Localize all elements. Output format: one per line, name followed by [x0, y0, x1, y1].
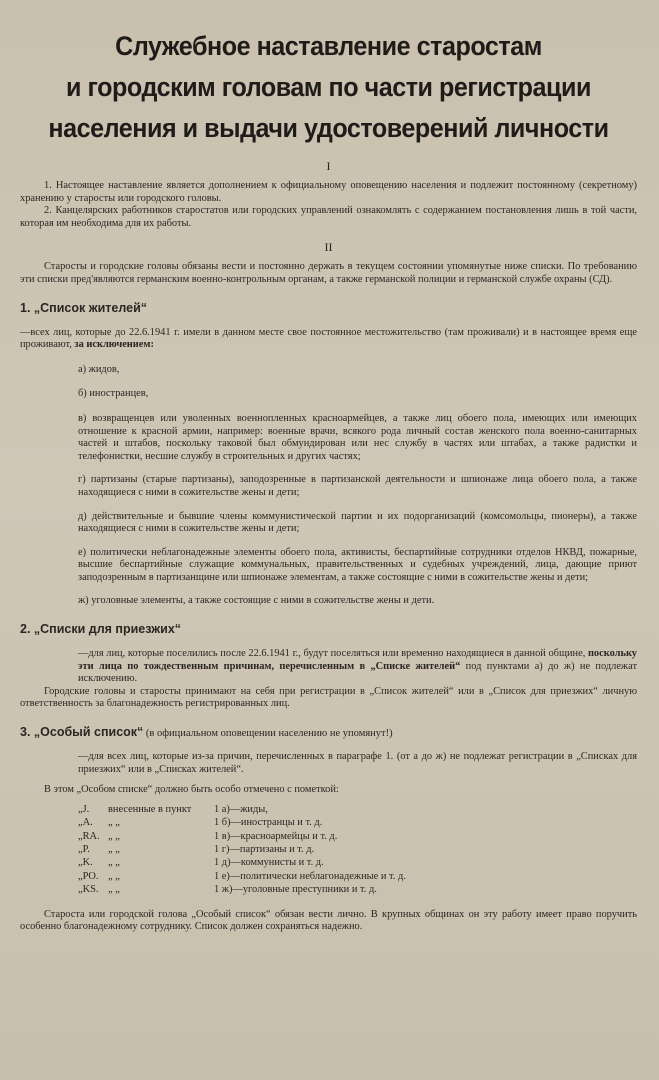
mark-row — [78, 883, 637, 896]
mark-code: „RA. — [78, 830, 100, 842]
list-item: г) партизаны (старые партизаны), заподозренные в партизанской деятельности и шпионаже лица обоего пола, а также находящиеся с ними в сожительстве жены и дети; — [78, 474, 637, 498]
mark-ref: 1 ж)—уголовные преступники и т. д. — [214, 884, 377, 896]
mark-row — [78, 816, 637, 829]
part-2-numeral: II — [324, 240, 333, 255]
mark-ref: 1 в)—красноармейцы и т. д. — [214, 830, 338, 842]
mark-ref: 1 а)—жиды, — [214, 803, 268, 815]
list-item: б) иностранцев, — [78, 388, 149, 400]
section-3-heading — [20, 725, 637, 739]
section-3-heading-note: (в официальном оповещении населению не упомянут!) — [143, 728, 393, 740]
mark-row — [78, 843, 637, 856]
title-line-3: населения и выдачи удостоверений личности — [48, 113, 609, 143]
section-3-paragraph-2: В этом „Особом списке“ должно быть особо отмечено с пометкой: — [44, 784, 339, 796]
section-3-paragraph-3: Староста или городской голова „Особый список“ обязан вести лично. В крупных общинах он эту работу имеет право поручить особенно благонадежному сотруднику. Список должен сохраняться надежно. — [20, 908, 637, 933]
section-1-heading: 1. „Список жителей“ — [20, 300, 148, 315]
list-item: е) политически неблагонадежные элементы обоего пола, активисты, беспартийные сотрудники отделов НКВД, пожарные, высшие беспартийные служащие коммунальных, правительственных и судебных учреждений, лица, дающие приют заподозренным в партизанщине или шпионаже элементам, а также состоящие с ними в сожительстве жены и дети; — [78, 546, 637, 583]
section-2-text: —для лиц, которые поселились после 22.6.1941 г., будут поселяться или временно находящиеся в данной общине, — [78, 648, 588, 660]
section-2-bold: поскольку эти лица по тождественным причинам, перечисленным в „Списке жителей“ — [78, 648, 637, 672]
mark-row — [78, 803, 637, 816]
mark-row — [78, 870, 637, 883]
list-item: д) действительные и бывшие члены коммунистической партии и их подорганизаций (комсомольцы, пионеры), а также находящиеся с ними в сожительстве жены и дети; — [78, 510, 637, 535]
list-item: в) возвращенцев или уволенных военнопленных красноармейцев, а также лиц обоего пола, имеющих или имеющих отношение к красной армии, например: военные врачи, всякого рода личный состав женского пола военно-санитарных частей и штабов, поскольку таковой был обмундирован или нес службу в частях или штабах, а также радистки и телефонистки, несшие службу в строительных и других частях; — [78, 412, 637, 462]
mark-ditto: внесенные в пункт — [108, 803, 192, 815]
mark-ref: 1 б)—иностранцы и т. д. — [214, 817, 323, 829]
mark-ditto: „ „ — [108, 830, 120, 842]
mark-ref: 1 д)—коммунисты и т. д. — [214, 857, 324, 869]
list-item: ж) уголовные элементы, а также состоящие с ними в сожительстве жены и дети. — [78, 595, 435, 607]
mark-ref: 1 г)—партизаны и т. д. — [214, 844, 315, 856]
mark-ditto: „ „ — [108, 857, 120, 869]
part-1-paragraph-1: 1. Настоящее наставление является дополнением к официальному оповещению населения и подлежит постоянному (секретному) хранению у старосты или городского головы. — [20, 180, 637, 204]
section-1-intro-text: —всех лиц, которые до 22.6.1941 г. имели в данном месте свое постоянное местожительство (там проживали) и в настоящее время еще проживают, — [20, 326, 637, 351]
mark-list — [78, 803, 637, 897]
mark-ref: 1 е)—политически неблагонадежные и т. д. — [214, 870, 406, 882]
title-line-2: и городским головам по части регистрации — [66, 72, 591, 102]
mark-code: „A. — [78, 817, 93, 829]
section-3-paragraph-1: —для всех лиц, которые из-за причин, перечисленных в параграфе 1. (от а до ж) не подлежат регистрации в „Списках для приезжих“ или в „Списках жителей“. — [78, 751, 637, 775]
mark-row — [78, 830, 637, 843]
mark-code: „KS. — [78, 884, 99, 896]
section-1-intro-bold: за исключением: — [74, 339, 154, 351]
mark-ditto: „ „ — [108, 884, 120, 896]
part-2-paragraph: Старосты и городские головы обязаны вести и постоянно держать в текущем состоянии упомянутые ниже списки. По требованию эти списки пред'являются германским военно-контрольным органам, а также германской полиции и германской службе охраны (СД). — [20, 261, 637, 285]
mark-ditto: „ „ — [108, 817, 120, 829]
mark-code: „P. — [78, 844, 90, 856]
mark-code: „J. — [78, 803, 90, 815]
mark-ditto: „ „ — [108, 844, 120, 856]
mark-ditto: „ „ — [108, 870, 120, 882]
section-2-tail: под пунктами а) до ж) не подлежат исключению. — [78, 660, 637, 685]
section-2-heading: 2. „Списки для приезжих“ — [20, 622, 182, 637]
title-line-1: Служебное наставление старостам — [115, 31, 542, 61]
mark-row — [78, 856, 637, 869]
section-2-paragraph-1 — [78, 648, 637, 686]
part-1-paragraph-2: 2. Канцелярских работников старостатов или городских управлений ознакомлять с содержанием постановления лишь в той части, которая им необходима для их работы. — [20, 205, 637, 229]
part-1-numeral: I — [326, 159, 331, 173]
section-2-paragraph-2: Городские головы и старосты принимают на себя при регистрации в „Список жителей“ или в „Список для приезжих“ личную ответственность за благонадежность регистрированных лиц. — [20, 685, 637, 710]
section-1-intro — [20, 327, 637, 352]
list-item: а) жидов, — [78, 363, 120, 375]
mark-code: „PO. — [78, 870, 99, 882]
document-title — [42, 26, 616, 149]
mark-code: „K. — [78, 857, 93, 869]
exclusion-list — [78, 364, 637, 608]
section-3-heading-text: 3. „Особый список“ — [20, 725, 144, 740]
